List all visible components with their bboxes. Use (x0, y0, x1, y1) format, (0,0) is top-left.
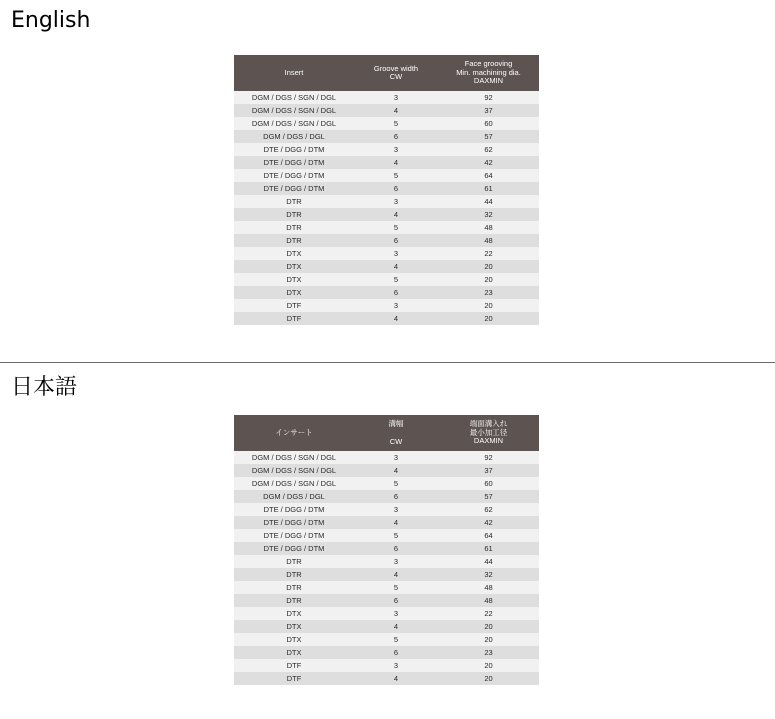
header-groove-width-code: CW (389, 436, 403, 446)
header-face-grooving (438, 55, 539, 91)
daxmin-cell: 20 (438, 633, 539, 646)
header-min-dia-label: Min. machining dia. (456, 67, 521, 77)
insert-cell: DGM / DGS / SGN / DGL (234, 104, 354, 117)
header-daxmin-code: DAXMIN (473, 76, 504, 86)
table-row (234, 130, 539, 143)
cw-cell: 3 (354, 299, 438, 312)
daxmin-cell: 20 (438, 312, 539, 325)
insert-cell: DTE / DGG / DTM (234, 529, 354, 542)
insert-cell: DTE / DGG / DTM (234, 156, 354, 169)
cw-cell: 4 (354, 464, 438, 477)
cw-cell: 5 (354, 169, 438, 182)
header-groove-width-label: 溝幅 (388, 419, 404, 428)
grooving-table-english (234, 55, 539, 325)
table-row (234, 581, 539, 594)
section-title-japanese: 日本語 (11, 375, 78, 400)
header-insert (234, 55, 354, 91)
insert-cell: DGM / DGS / SGN / DGL (234, 117, 354, 130)
cw-cell: 6 (354, 490, 438, 503)
table-row (234, 156, 539, 169)
daxmin-cell: 64 (438, 529, 539, 542)
insert-cell: DTE / DGG / DTM (234, 542, 354, 555)
table-row (234, 117, 539, 130)
insert-cell: DTX (234, 633, 354, 646)
table-row (234, 620, 539, 633)
header-groove-width (354, 415, 438, 451)
table-row (234, 633, 539, 646)
table-row (234, 451, 539, 464)
cw-cell: 6 (354, 286, 438, 299)
cw-cell: 4 (354, 156, 438, 169)
insert-cell: DTR (234, 221, 354, 234)
insert-cell: DTX (234, 607, 354, 620)
insert-cell: DGM / DGS / SGN / DGL (234, 91, 354, 104)
cw-cell: 4 (354, 568, 438, 581)
header-insert-label: Insert (284, 67, 304, 77)
daxmin-cell: 42 (438, 156, 539, 169)
header-face-grooving-label: 端面溝入れ (469, 419, 508, 429)
daxmin-cell: 57 (438, 130, 539, 143)
cw-cell: 5 (354, 221, 438, 234)
daxmin-cell: 37 (438, 464, 539, 477)
cw-cell: 3 (354, 91, 438, 104)
insert-cell: DTF (234, 312, 354, 325)
daxmin-cell: 48 (438, 594, 539, 607)
cw-cell: 5 (354, 273, 438, 286)
grooving-table-japanese (234, 415, 539, 685)
daxmin-cell: 32 (438, 208, 539, 221)
daxmin-cell: 23 (438, 286, 539, 299)
insert-cell: DTR (234, 208, 354, 221)
table-row (234, 169, 539, 182)
table-row (234, 182, 539, 195)
table-row (234, 503, 539, 516)
table-row (234, 529, 539, 542)
daxmin-cell: 92 (438, 91, 539, 104)
insert-cell: DTX (234, 286, 354, 299)
insert-cell: DTX (234, 273, 354, 286)
daxmin-cell: 23 (438, 646, 539, 659)
insert-cell: DTX (234, 646, 354, 659)
cw-cell: 4 (354, 672, 438, 685)
insert-cell: DGM / DGS / DGL (234, 490, 354, 503)
daxmin-cell: 60 (438, 117, 539, 130)
header-insert (234, 415, 354, 451)
cw-cell: 3 (354, 503, 438, 516)
insert-cell: DTR (234, 581, 354, 594)
cw-cell: 6 (354, 234, 438, 247)
table-row (234, 299, 539, 312)
insert-cell: DTR (234, 234, 354, 247)
daxmin-cell: 62 (438, 143, 539, 156)
daxmin-cell: 20 (438, 260, 539, 273)
insert-cell: DTE / DGG / DTM (234, 169, 354, 182)
cw-cell: 5 (354, 581, 438, 594)
table-row (234, 234, 539, 247)
daxmin-cell: 48 (438, 221, 539, 234)
cw-cell: 6 (354, 646, 438, 659)
cw-cell: 6 (354, 182, 438, 195)
daxmin-cell: 20 (438, 273, 539, 286)
table-row (234, 104, 539, 117)
cw-cell: 4 (354, 104, 438, 117)
header-min-dia-label: 最小加工径 (469, 427, 508, 437)
cw-cell: 3 (354, 659, 438, 672)
insert-cell: DTX (234, 620, 354, 633)
cw-cell: 6 (354, 130, 438, 143)
header-groove-width-label: Groove width (373, 63, 419, 73)
daxmin-cell: 20 (438, 299, 539, 312)
daxmin-cell: 48 (438, 581, 539, 594)
cw-cell: 5 (354, 529, 438, 542)
insert-cell: DTE / DGG / DTM (234, 516, 354, 529)
cw-cell: 3 (354, 195, 438, 208)
insert-cell: DTE / DGG / DTM (234, 182, 354, 195)
table-row (234, 516, 539, 529)
table-row (234, 273, 539, 286)
insert-cell: DTF (234, 299, 354, 312)
header-groove-width-code: CW (389, 72, 403, 81)
table-header-row (234, 415, 539, 451)
header-face-grooving-label: Face grooving (464, 59, 513, 69)
insert-cell: DTR (234, 594, 354, 607)
table-row (234, 91, 539, 104)
daxmin-cell: 20 (438, 620, 539, 633)
table-row (234, 208, 539, 221)
cw-cell: 4 (354, 620, 438, 633)
insert-cell: DTF (234, 659, 354, 672)
daxmin-cell: 61 (438, 542, 539, 555)
insert-cell: DTE / DGG / DTM (234, 503, 354, 516)
table-row (234, 195, 539, 208)
table-row (234, 659, 539, 672)
cw-cell: 6 (354, 594, 438, 607)
insert-cell: DTR (234, 555, 354, 568)
daxmin-cell: 57 (438, 490, 539, 503)
daxmin-cell: 32 (438, 568, 539, 581)
table-row (234, 477, 539, 490)
cw-cell: 4 (354, 208, 438, 221)
table-row (234, 247, 539, 260)
table-row (234, 286, 539, 299)
insert-cell: DGM / DGS / SGN / DGL (234, 477, 354, 490)
table-row (234, 221, 539, 234)
section-divider (0, 362, 775, 363)
cw-cell: 6 (354, 542, 438, 555)
daxmin-cell: 20 (438, 672, 539, 685)
daxmin-cell: 22 (438, 247, 539, 260)
insert-cell: DTX (234, 247, 354, 260)
daxmin-cell: 44 (438, 195, 539, 208)
daxmin-cell: 37 (438, 104, 539, 117)
cw-cell: 3 (354, 247, 438, 260)
cw-cell: 5 (354, 633, 438, 646)
cw-cell: 3 (354, 451, 438, 464)
daxmin-cell: 22 (438, 607, 539, 620)
daxmin-cell: 42 (438, 516, 539, 529)
header-face-grooving (438, 415, 539, 451)
table-row (234, 312, 539, 325)
table-row (234, 672, 539, 685)
daxmin-cell: 92 (438, 451, 539, 464)
cw-cell: 3 (354, 555, 438, 568)
cw-cell: 4 (354, 312, 438, 325)
cw-cell: 4 (354, 260, 438, 273)
insert-cell: DGM / DGS / DGL (234, 130, 354, 143)
daxmin-cell: 44 (438, 555, 539, 568)
cw-cell: 3 (354, 607, 438, 620)
header-daxmin-code: DAXMIN (473, 436, 504, 446)
section-title-english: English (11, 8, 91, 33)
table-header-row (234, 55, 539, 91)
table-row (234, 646, 539, 659)
daxmin-cell: 61 (438, 182, 539, 195)
header-groove-width (354, 55, 438, 91)
table-row (234, 568, 539, 581)
cw-cell: 3 (354, 143, 438, 156)
insert-cell: DTF (234, 672, 354, 685)
table-row (234, 555, 539, 568)
cw-cell: 4 (354, 516, 438, 529)
daxmin-cell: 60 (438, 477, 539, 490)
table-row (234, 490, 539, 503)
table-row (234, 143, 539, 156)
insert-cell: DGM / DGS / SGN / DGL (234, 451, 354, 464)
table-row (234, 260, 539, 273)
insert-cell: DTR (234, 195, 354, 208)
cw-cell: 5 (354, 117, 438, 130)
header-insert-label: インサート (275, 427, 313, 437)
insert-cell: DTX (234, 260, 354, 273)
insert-cell: DGM / DGS / SGN / DGL (234, 464, 354, 477)
daxmin-cell: 20 (438, 659, 539, 672)
insert-cell: DTE / DGG / DTM (234, 143, 354, 156)
daxmin-cell: 64 (438, 169, 539, 182)
insert-cell: DTR (234, 568, 354, 581)
daxmin-cell: 62 (438, 503, 539, 516)
table-row (234, 594, 539, 607)
table-row (234, 464, 539, 477)
table-row (234, 542, 539, 555)
cw-cell: 5 (354, 477, 438, 490)
daxmin-cell: 48 (438, 234, 539, 247)
table-row (234, 607, 539, 620)
